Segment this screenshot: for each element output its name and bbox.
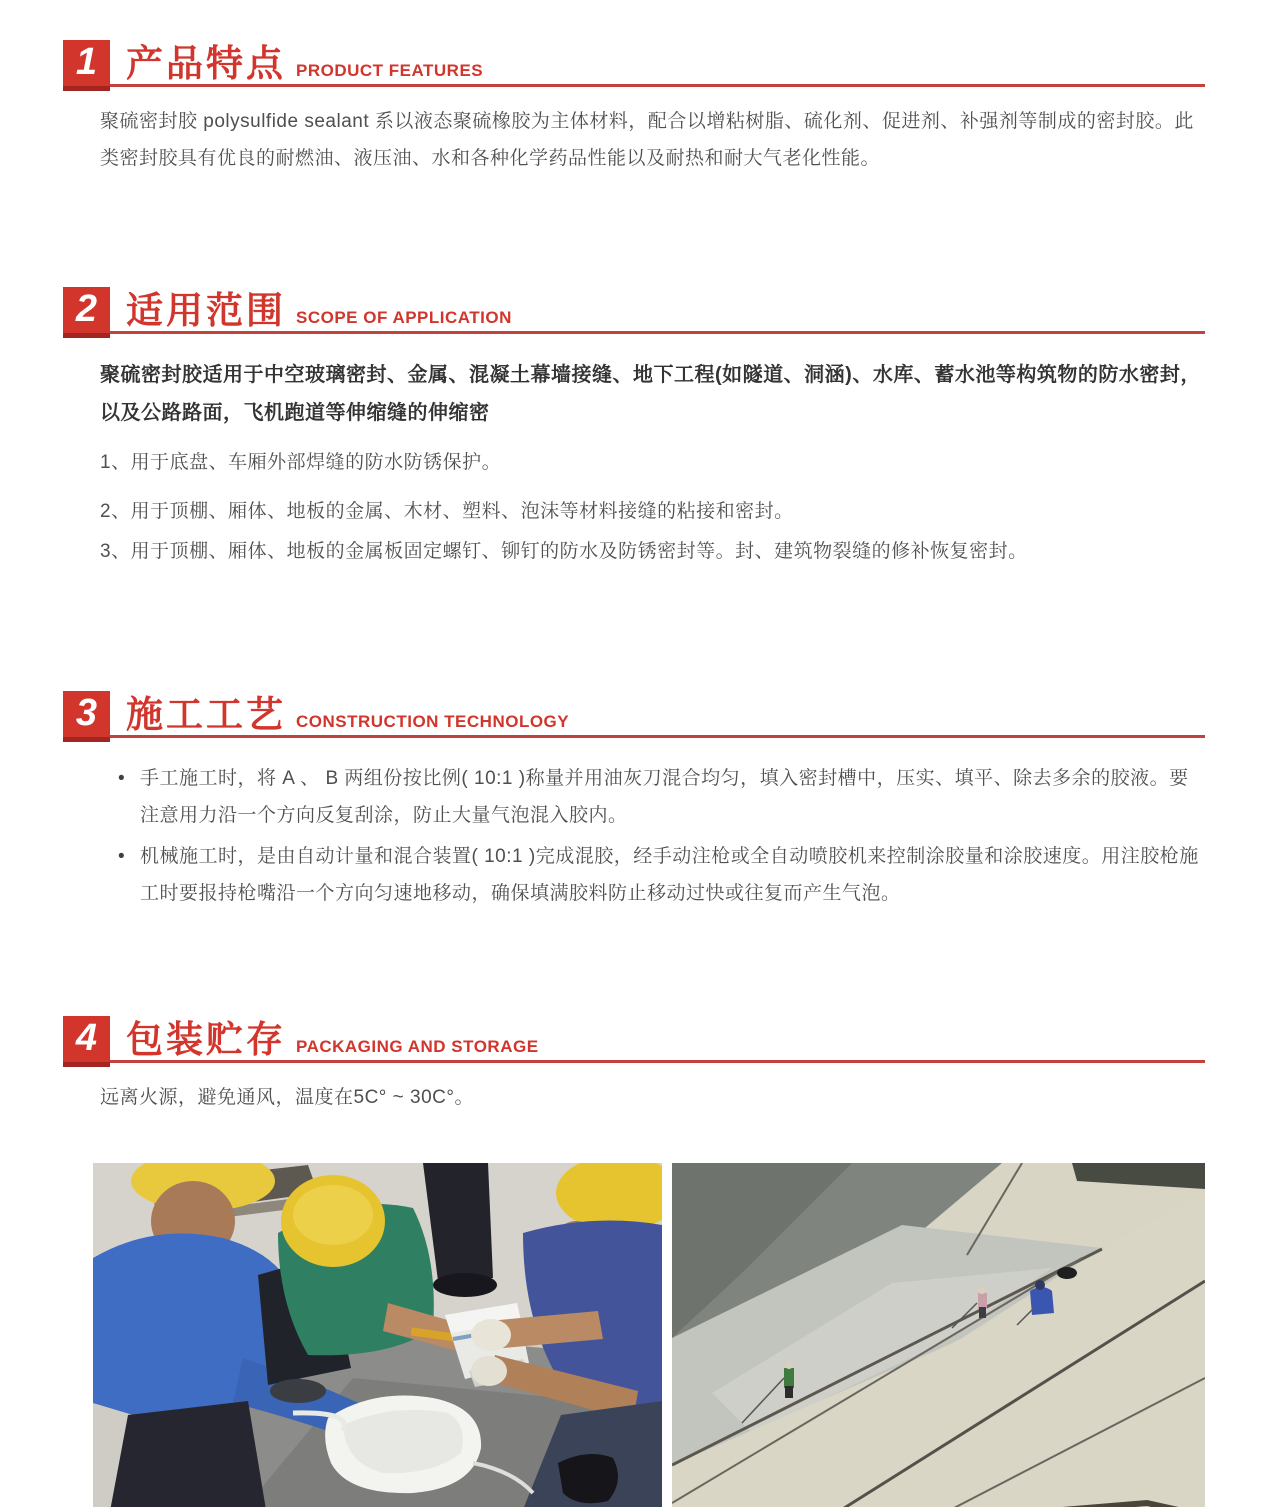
section-title-en: SCOPE OF APPLICATION xyxy=(296,308,512,328)
section-packaging-storage xyxy=(63,1016,1205,1116)
section-title-en: CONSTRUCTION TECHNOLOGY xyxy=(296,712,570,732)
list-item: 2、用于顶棚、厢体、地板的金属、木材、塑料、泡沫等材料接缝的粘接和密封。 xyxy=(100,501,794,523)
section-header-1 xyxy=(63,40,1205,87)
bullet-item: • 手工施工时，将 A 、 B 两组份按比例( 10:1 )称量并用油灰刀混合均匀，填入密封槽中，压实、填平、除去多余的胶液。要注意用力沿一个方向反复刮涂，防止大量气泡混入胶内。 xyxy=(118,760,1205,834)
list-item: 3、用于顶棚、厢体、地板的金属板固定螺钉、铆钉的防水及防锈密封等。封、建筑物裂缝的修补恢复密封。 xyxy=(100,540,1028,562)
section-title-zh: 产品特点 xyxy=(126,43,286,84)
application-list xyxy=(100,448,1205,567)
photo-workers-mixing-sealant xyxy=(93,1163,662,1507)
section-title-zh: 包装贮存 xyxy=(126,1019,286,1061)
section-header-2 xyxy=(63,287,1205,334)
photo-row xyxy=(93,1163,1205,1507)
section-number-badge: 3 xyxy=(63,691,110,742)
section-title-en: PACKAGING AND STORAGE xyxy=(296,1037,539,1057)
list-item: 1、用于底盘、车厢外部焊缝的防水防锈保护。 xyxy=(100,452,502,474)
section-lead-paragraph: 聚硫密封胶适用于中空玻璃密封、金属、混凝土幕墙接缝、地下工程(如隧道、洞涵)、水库、蓄水池等构筑物的防水密封，以及公路路面，飞机跑道等伸缩缝的伸缩密 xyxy=(100,364,1201,425)
section-product-features xyxy=(63,40,1205,177)
construction-bullet-list xyxy=(118,760,1205,912)
section-construction-technology xyxy=(63,691,1205,912)
section-number-badge: 4 xyxy=(63,1016,110,1067)
photo-dam-slope-workers xyxy=(672,1163,1205,1507)
section-paragraph: 聚硫密封胶 polysulfide sealant 系以液态聚硫橡胶为主体材料，配合以增粘树脂、硫化剂、促进剂、补强剂等制成的密封胶。此类密封胶具有优良的耐燃油、液压油、水和各种化学药品性能以及耐热和耐大气老化性能。 xyxy=(100,111,1194,170)
section-scope-of-application xyxy=(63,287,1205,567)
section-number-badge: 1 xyxy=(63,40,110,91)
section-header-3 xyxy=(63,691,1205,738)
section-header-4 xyxy=(63,1016,1205,1063)
section-paragraph: 远离火源，避免通风，温度在5C° ~ 30C°。 xyxy=(100,1087,474,1109)
bullet-item: • 机械施工时，是由自动计量和混合装置( 10:1 )完成混胶，经手动注枪或全自动喷胶机来控制涂胶量和涂胶速度。用注胶枪施工时要报持枪嘴沿一个方向匀速地移动，确保填满胶料防止移动过快或往复而产生气泡。 xyxy=(118,838,1205,912)
section-title-en: PRODUCT FEATURES xyxy=(296,61,484,80)
section-title-zh: 施工工艺 xyxy=(126,694,286,736)
section-title-zh: 适用范围 xyxy=(126,290,286,332)
section-number-badge: 2 xyxy=(63,287,110,338)
